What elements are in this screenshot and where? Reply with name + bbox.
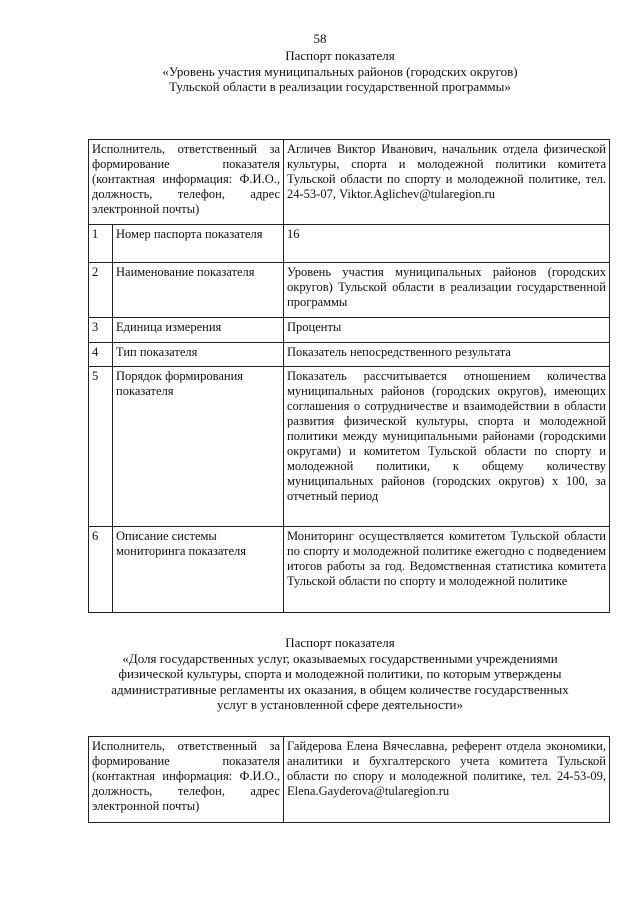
row-value: Уровень участия муниципальных районов (городских округов) Тульской области в реализации государственной программы (284, 263, 610, 318)
table-row (89, 367, 610, 527)
executor-label: Исполнитель, ответственный за формирование показателя (контактная информация: Ф.И.О., должность, телефон, адрес электронной почты) (89, 140, 284, 225)
row-number: 5 (89, 367, 113, 527)
passport-1-heading-line: «Уровень участия муниципальных районов (городских округов) (162, 63, 518, 79)
row-number: 4 (89, 343, 113, 367)
executor-value: Гайдерова Елена Вячеславна, референт отдела экономики, аналитики и бухгалтерского учета комитета Тульской области по спору и молодежной политике, тел. 24-53-09, Elena.Gayderova@tularegion.ru (284, 737, 610, 823)
executor-value: Агличев Виктор Иванович, начальник отдела физической культуры, спорта и молодежной политики комитета Тульской области по спорту и молодежной политике, тел. 24-53-07, Viktor.Aglichev@tularegion.ru (284, 140, 610, 225)
row-label: Порядок формирования показателя (113, 367, 284, 527)
row-number: 2 (89, 263, 113, 318)
row-value: Показатель рассчитывается отношением количества муниципальных районов (городских округов), имеющих соглашения о сотрудничестве и взаимодействии в области развития физической культуры, спорта и молодежной политики между муниципальными районами (городскими округами) и комитетом Тульской области по спорту и молодежной политики, к общему количеству муниципальных районов (городских округов) х 100, за отчетный период (284, 367, 610, 527)
row-label: Описание системы мониторинга показателя (113, 527, 284, 613)
passport-1-heading (60, 48, 620, 95)
passport-2-heading-line: административные регламенты их оказания, в общем количестве государственных (111, 681, 569, 697)
row-number: 3 (89, 318, 113, 343)
passport-1-heading-line: Тульской области в реализации государственной программы» (169, 79, 511, 94)
row-number: 1 (89, 225, 113, 263)
row-label: Тип показателя (113, 343, 284, 367)
row-label: Номер паспорта показателя (113, 225, 284, 263)
row-value: Проценты (284, 318, 610, 343)
table-row (89, 343, 610, 367)
table-row (89, 140, 610, 225)
row-label: Наименование показателя (113, 263, 284, 318)
row-number: 6 (89, 527, 113, 613)
row-label: Единица измерения (113, 318, 284, 343)
passport-2-heading (60, 635, 620, 713)
passport-2-heading-line: Паспорт показателя (285, 635, 395, 650)
table-row (89, 263, 610, 318)
executor-label: Исполнитель, ответственный за формирование показателя (контактная информация: Ф.И.О., должность, телефон, адрес электронной почты) (89, 737, 284, 823)
row-value: Показатель непосредственного результата (284, 343, 610, 367)
table-row (89, 737, 610, 823)
page-number: 58 (313, 31, 327, 46)
row-value: 16 (284, 225, 610, 263)
table-row (89, 318, 610, 343)
passport-2-table (88, 736, 610, 823)
passport-2-heading-line: «Доля государственных услуг, оказываемых государственными учреждениями (122, 650, 558, 666)
row-value: Мониторинг осуществляется комитетом Тульской области по спорту и молодежной политике ежегодно с подведением итогов работы за год. Ведомственная статистика комитета Тульской области по спорту и молодежной политике (284, 527, 610, 613)
passport-1-heading-line: Паспорт показателя (285, 48, 395, 63)
passport-2-heading-line: физической культуры, спорта и молодежной политики, по которым утверждены (118, 666, 562, 681)
passport-1-table (88, 139, 610, 613)
passport-2-heading-line: услуг в установленной сфере деятельности» (217, 697, 463, 712)
table-row (89, 527, 610, 613)
table-row (89, 225, 610, 263)
